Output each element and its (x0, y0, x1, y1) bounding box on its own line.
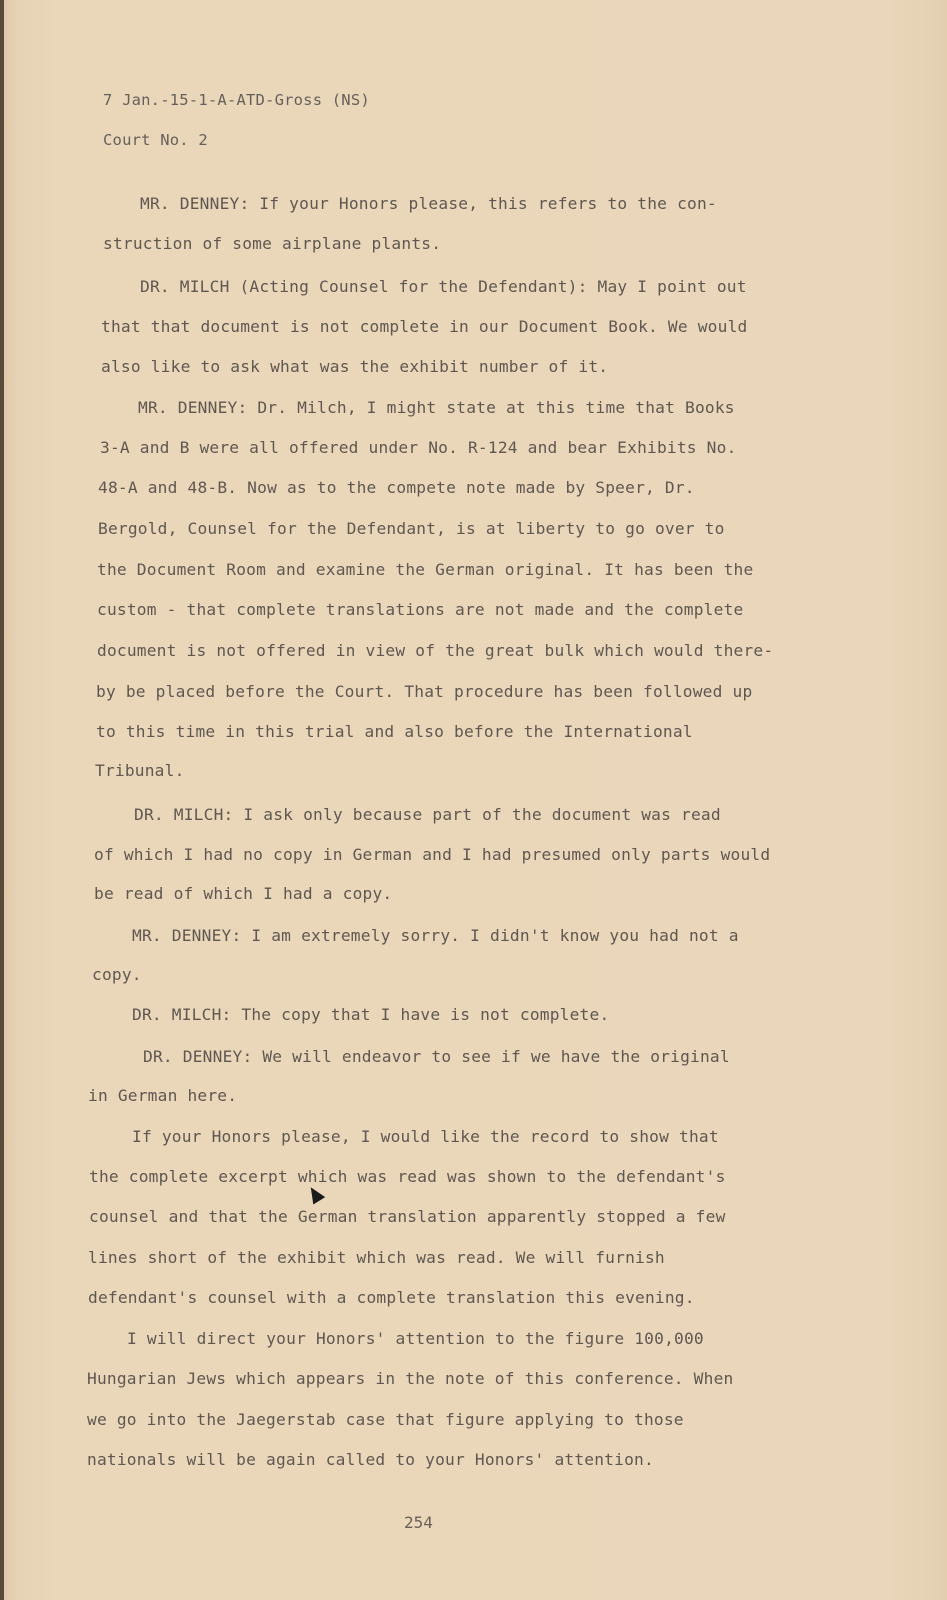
text-line: DR. MILCH: I ask only because part of the document was read (134, 805, 721, 824)
text-line: the Document Room and examine the German original. It has been the (97, 560, 754, 579)
text-line: be read of which I had a copy. (94, 884, 393, 903)
text-line: DR. DENNEY: We will endeavor to see if we have the original (143, 1047, 730, 1066)
text-line: document is not offered in view of the great bulk which would there- (97, 641, 774, 660)
text-line: that that document is not complete in our Document Book. We would (101, 317, 748, 336)
text-line: custom - that complete translations are not made and the complete (97, 600, 744, 619)
text-line: struction of some airplane plants. (103, 234, 442, 253)
text-line: in German here. (88, 1086, 238, 1105)
court-number: Court No. 2 (103, 131, 208, 149)
text-line: by be placed before the Court. That procedure has been followed up (96, 682, 753, 701)
text-line: defendant's counsel with a complete translation this evening. (88, 1288, 695, 1307)
page-binding-edge (0, 0, 4, 1600)
text-line: nationals will be again called to your Honors' attention. (87, 1450, 654, 1469)
text-line: MR. DENNEY: I am extremely sorry. I didn't know you had not a (132, 926, 739, 945)
text-line: copy. (92, 965, 142, 984)
page-number: 254 (404, 1513, 433, 1532)
text-line: Tribunal. (95, 761, 185, 780)
text-line: 48-A and 48-B. Now as to the compete note made by Speer, Dr. (98, 478, 695, 497)
text-line: MR. DENNEY: If your Honors please, this refers to the con- (140, 194, 717, 213)
text-line: Hungarian Jews which appears in the note of this conference. When (87, 1369, 734, 1388)
text-line: DR. MILCH (Acting Counsel for the Defendant): May I point out (140, 277, 747, 296)
text-line: counsel and that the German translation apparently stopped a few (89, 1207, 726, 1226)
text-line: 3-A and B were all offered under No. R-124 and bear Exhibits No. (100, 438, 737, 457)
text-line: the complete excerpt which was read was shown to the defendant's (89, 1167, 726, 1186)
text-line: I will direct your Honors' attention to the figure 100,000 (127, 1329, 704, 1348)
text-line: lines short of the exhibit which was read. We will furnish (88, 1248, 665, 1267)
text-line: we go into the Jaegerstab case that figure applying to those (87, 1410, 684, 1429)
text-line: of which I had no copy in German and I had presumed only parts would (94, 845, 771, 864)
text-line: Bergold, Counsel for the Defendant, is at liberty to go over to (98, 519, 725, 538)
text-line: to this time in this trial and also before the International (96, 722, 693, 741)
text-line: DR. MILCH: The copy that I have is not complete. (132, 1005, 610, 1024)
mouse-pointer-icon (305, 1184, 325, 1205)
text-line: If your Honors please, I would like the record to show that (132, 1127, 719, 1146)
text-line: MR. DENNEY: Dr. Milch, I might state at this time that Books (138, 398, 735, 417)
document-reference: 7 Jan.-15-1-A-ATD-Gross (NS) (103, 91, 370, 109)
text-line: also like to ask what was the exhibit number of it. (101, 357, 609, 376)
